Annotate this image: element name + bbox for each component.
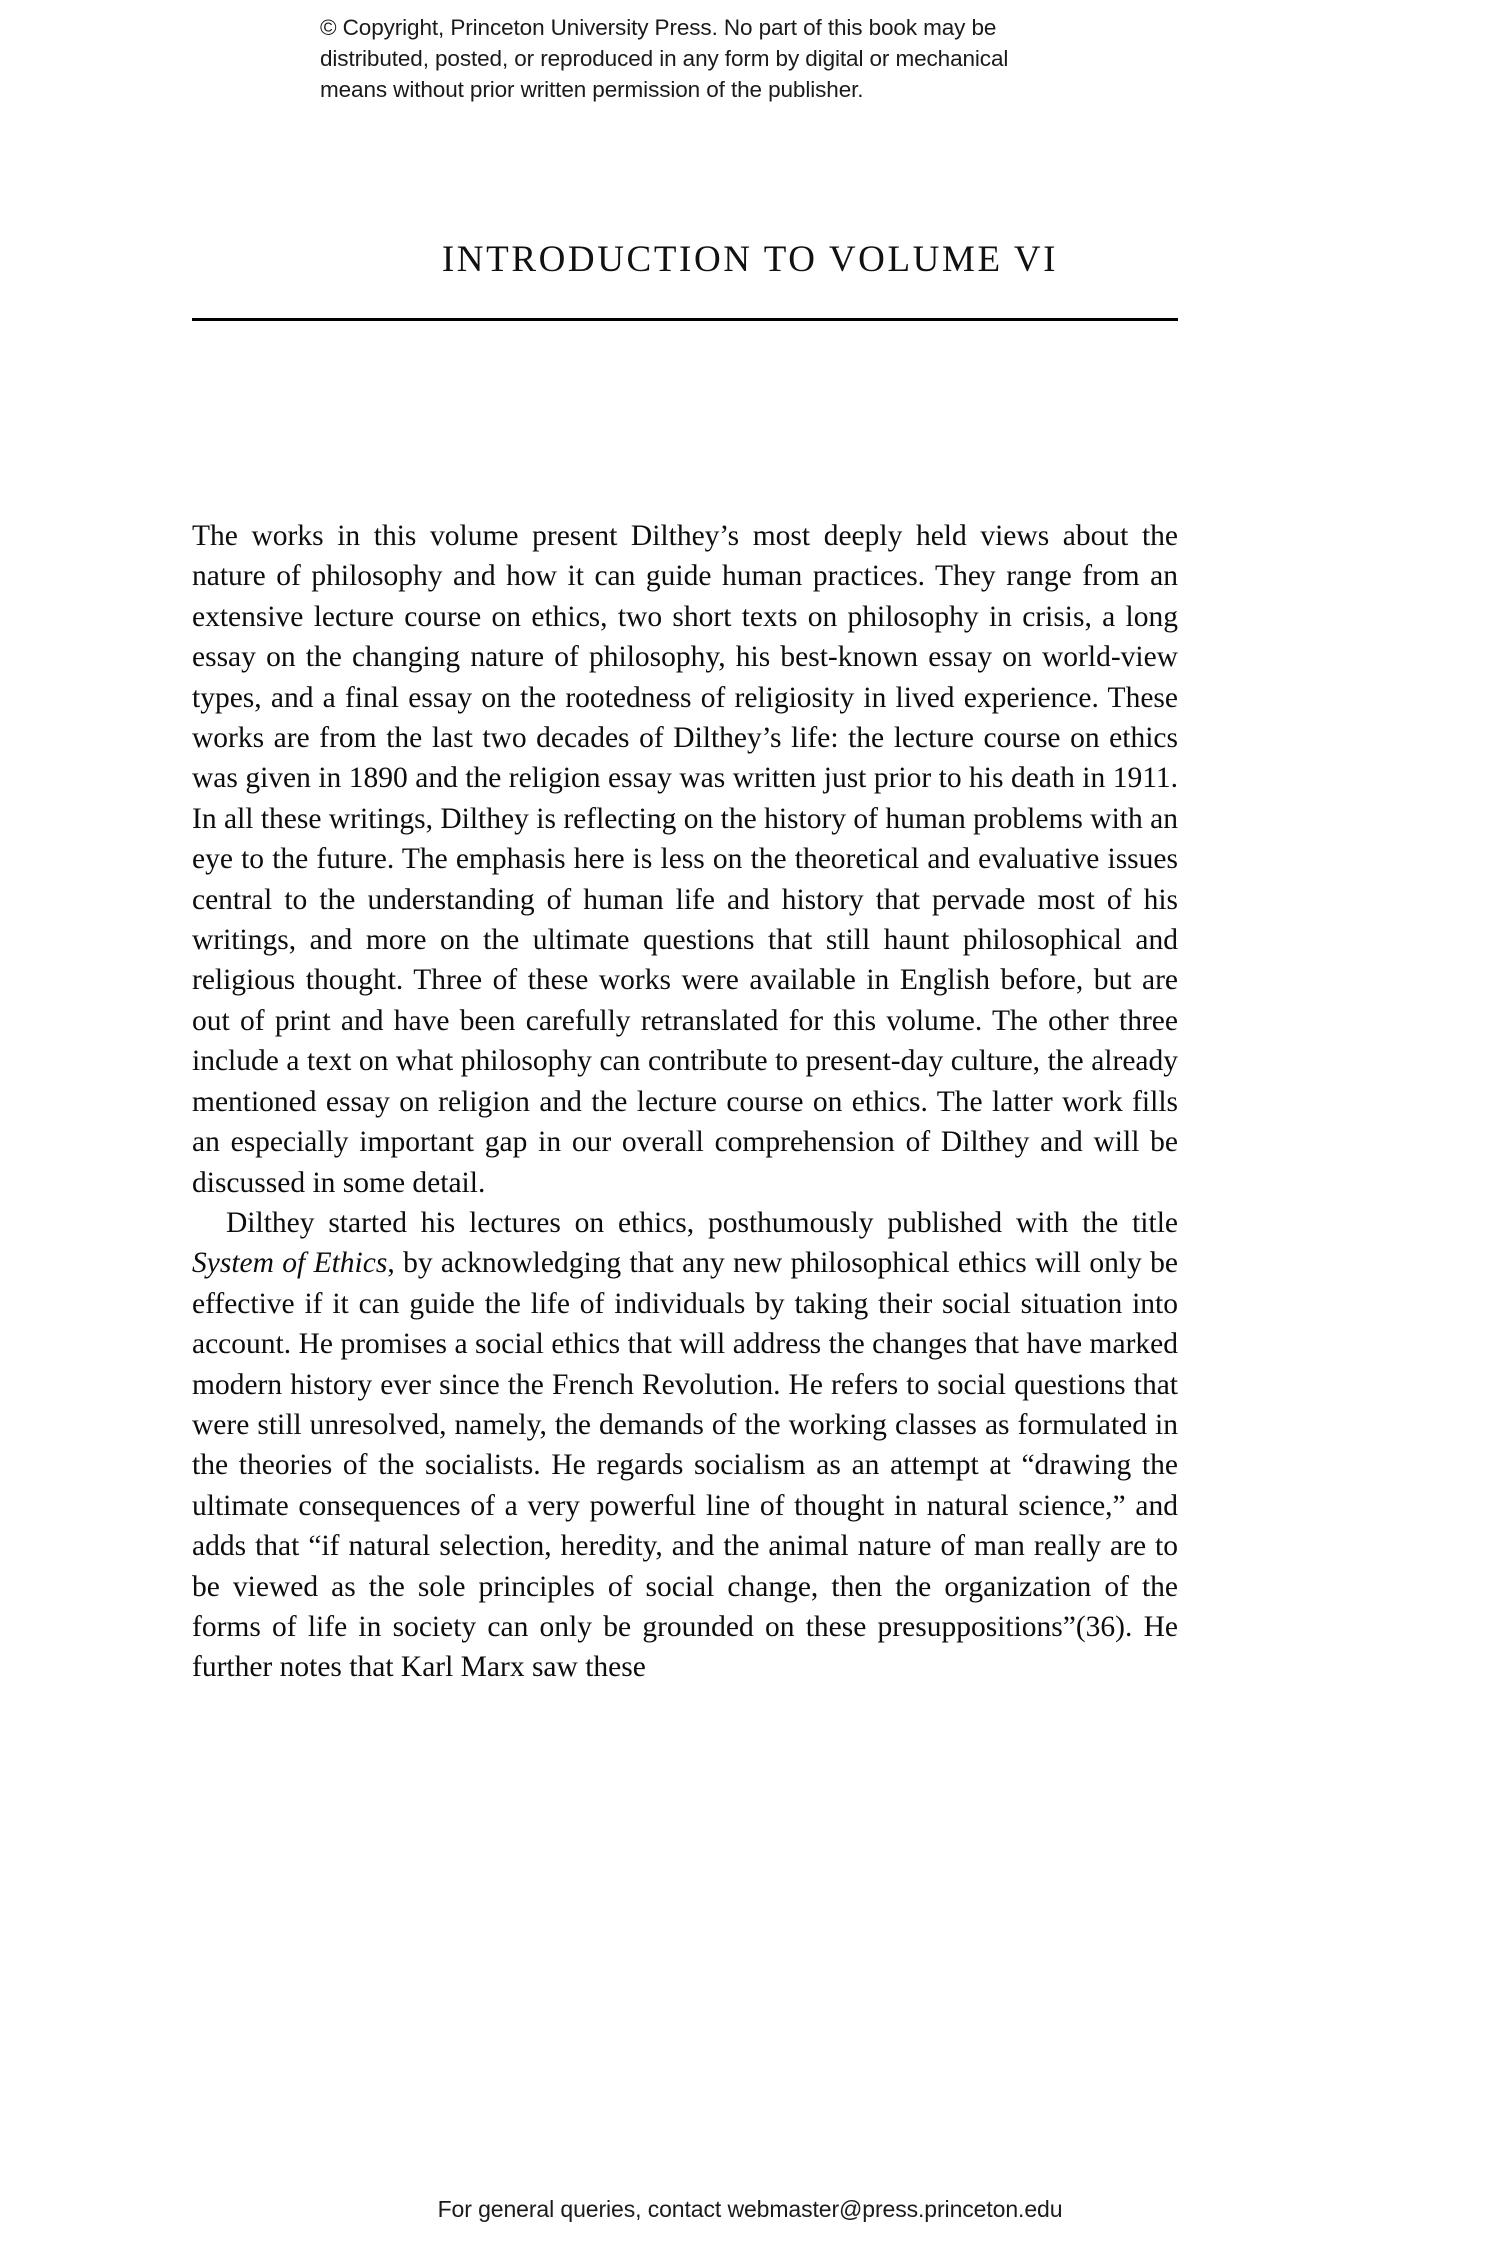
copyright-line-1: © Copyright, Princeton University Press. No part of this book may be: [320, 15, 997, 40]
copyright-line-2: distributed, posted, or reproduced in any form by digital or mechanical: [320, 46, 1009, 71]
book-title-system-of-ethics: System of Ethics: [192, 1247, 388, 1280]
copyright-line-3: means without prior written permission of the publisher.: [320, 77, 864, 102]
paragraph-2-text-after-title: , by acknowledging that any new philosophical ethics will only be effective if it can guide the life of individuals by taking their social situation into account. He promises a social ethics that will address the changes that have marked modern history ever since the French Revolution. He refers to social questions that were still unresolved, namely, the demands of the working classes as formulated in the theories of the socialists. He regards socialism as an attempt at “drawing the ultimate consequences of a very powerful line of thought in natural science,” and adds that “if natural selection, heredity, and the animal nature of man really are to be viewed as the sole principles of social change, then the organization of the forms of life in society can only be grounded on these presuppositions”(36). He further notes that Karl Marx saw these: [192, 1247, 1178, 1684]
footer-contact-text: For general queries, contact webmaster@press.princeton.edu: [437, 2196, 1063, 2222]
paragraph-2: [192, 1203, 1178, 1688]
heading-divider: [192, 318, 1178, 321]
page-title: INTRODUCTION TO VOLUME VI: [441, 239, 1059, 280]
paragraph-1: The works in this volume present Dilthey’s most deeply held views about the nature of philosophy and how it can guide human practices. They range from an extensive lecture course on ethics, two short texts on philosophy in crisis, a long essay on the changing nature of philosophy, his best-known essay on world-view types, and a final essay on the rootedness of religiosity in lived experience. These works are from the last two decades of Dilthey’s life: the lecture course on ethics was given in 1890 and the religion essay was written just prior to his death in 1911. In all these writings, Dilthey is reflecting on the history of human problems with an eye to the future. The emphasis here is less on the theoretical and evaluative issues central to the understanding of human life and history that pervade most of his writings, and more on the ultimate questions that still haunt philosophical and religious thought. Three of these works were available in English before, but are out of print and have been carefully retranslated for this volume. The other three include a text on what philosophy can contribute to present-day culture, the already mentioned essay on religion and the lecture course on ethics. The latter work fills an especially important gap in our overall comprehension of Dilthey and will be discussed in some detail.: [192, 520, 1178, 1199]
paragraph-2-text-before-title: Dilthey started his lectures on ethics, posthumously published with the title: [226, 1206, 1178, 1239]
body-text: [192, 516, 1178, 1688]
copyright-notice: [320, 12, 1160, 105]
